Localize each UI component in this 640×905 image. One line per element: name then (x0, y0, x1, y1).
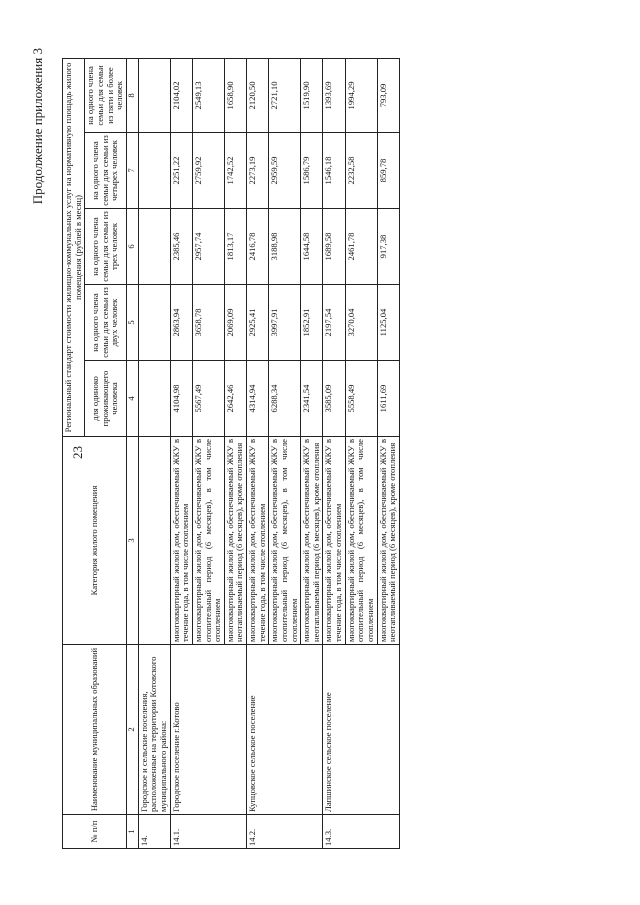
municipality-name: Купцовское сельское поселение (247, 645, 323, 815)
value-cell: 2642,46 (224, 361, 246, 437)
category-cell: многоквартирный жилой дом, обеспечиваемый ЖКУ в неотапливаемый период (6 месяцев), кроме отопления (377, 437, 399, 645)
value-cell: 2957,74 (192, 209, 224, 285)
column-number: 5 (126, 285, 138, 361)
value-cell: 859,78 (377, 133, 399, 209)
header-sub-2: на одного члена семьи для семьи из двух человек (85, 285, 127, 361)
municipality-name: Лапшинское сельское поселение (323, 645, 399, 815)
value-cell: 1586,79 (301, 133, 323, 209)
value-cell: 917,38 (377, 209, 399, 285)
header-sub-1: для одиноко проживающего человека (85, 361, 127, 437)
value-cell: 3585,09 (323, 361, 345, 437)
header-municipality: Наименование муниципальных образований (63, 645, 127, 815)
header-row-1 (63, 58, 85, 848)
header-sub-4: на одного члена семьи для семьи из четырех человек (85, 133, 127, 209)
category-cell: многоквартирный жилой дом, обеспечиваемый ЖКУ в неотапливаемый период (6 месяцев), кроме отопления (301, 437, 323, 645)
value-cell: 4314,94 (247, 361, 269, 437)
value-cell: 2416,78 (247, 209, 269, 285)
value-cell: 4104,98 (170, 361, 192, 437)
value-cell: 793,09 (377, 58, 399, 132)
value-cell: 2863,94 (170, 285, 192, 361)
column-number: 4 (126, 361, 138, 437)
continuation-title: Продолжение приложения 3 (30, 48, 45, 205)
value-cell: 1742,52 (224, 133, 246, 209)
category-cell: многоквартирный жилой дом, обеспечиваемый ЖКУ в отопительный период (6 месяцев), в том числе отоплением (345, 437, 377, 645)
value-cell: 1658,90 (224, 58, 246, 132)
value-cell: 2197,54 (323, 285, 345, 361)
entry-number: 14.1. (170, 815, 246, 849)
value-cell: 3997,91 (269, 285, 301, 361)
value-cell: 1994,29 (345, 58, 377, 132)
value-cell: 2069,09 (224, 285, 246, 361)
header-sub-5: на одного члена семьи для семьи из пяти и более человек (85, 58, 127, 132)
value-cell: 2759,92 (192, 133, 224, 209)
column-number: 8 (126, 58, 138, 132)
section-number: 14. (138, 815, 170, 849)
value-cell: 2341,54 (301, 361, 323, 437)
value-cell: 1393,69 (323, 58, 345, 132)
value-cell: 5567,49 (192, 361, 224, 437)
column-number: 1 (126, 815, 138, 849)
table-row (170, 58, 192, 848)
value-cell: 1519,90 (301, 58, 323, 132)
value-cell: 2925,41 (247, 285, 269, 361)
value-cell: 1546,18 (323, 133, 345, 209)
category-cell: многоквартирный жилой дом, обеспечиваемый ЖКУ в отопительный период (6 месяцев), в том числе отоплением (192, 437, 224, 645)
value-cell: 5558,49 (345, 361, 377, 437)
page-number: 23 (70, 446, 85, 459)
category-cell: многоквартирный жилой дом, обеспечиваемый ЖКУ в течение года, в том числе отоплением (170, 437, 192, 645)
entry-number: 14.2. (247, 815, 323, 849)
value-cell: 1689,58 (323, 209, 345, 285)
category-cell: многоквартирный жилой дом, обеспечиваемый ЖКУ в течение года, в том числе отоплением (323, 437, 345, 645)
value-cell: 2232,58 (345, 133, 377, 209)
value-cell: 1125,04 (377, 285, 399, 361)
section-row (138, 58, 170, 848)
value-cell: 2251,22 (170, 133, 192, 209)
value-cell: 3270,04 (345, 285, 377, 361)
column-numbers-row (126, 58, 138, 848)
category-cell: многоквартирный жилой дом, обеспечиваемый ЖКУ в неотапливаемый период (6 месяцев), кроме отопления (224, 437, 246, 645)
column-number: 7 (126, 133, 138, 209)
value-cell: 1611,69 (377, 361, 399, 437)
table-row (247, 58, 269, 848)
value-cell: 2120,50 (247, 58, 269, 132)
header-sub-3: на одного члена семьи для семьи из трех человек (85, 209, 127, 285)
column-number: 3 (126, 437, 138, 645)
value-cell: 2461,78 (345, 209, 377, 285)
value-cell: 1644,58 (301, 209, 323, 285)
value-cell: 2104,02 (170, 58, 192, 132)
column-number: 6 (126, 209, 138, 285)
value-cell: 1852,91 (301, 285, 323, 361)
header-no: № п/п (63, 815, 127, 849)
category-cell: многоквартирный жилой дом, обеспечиваемый ЖКУ в отопительный период (6 месяцев), в том числе отоплением (269, 437, 301, 645)
header-standard-group: Региональный стандарт стоимости жилищно-коммунальных услуг на нормативную площадь жилого помещения (рублей в месяц) (63, 58, 85, 436)
value-cell: 2959,59 (269, 133, 301, 209)
column-number: 2 (126, 645, 138, 815)
value-cell: 2273,19 (247, 133, 269, 209)
value-cell: 3188,98 (269, 209, 301, 285)
value-cell: 3658,78 (192, 285, 224, 361)
category-cell: многоквартирный жилой дом, обеспечиваемый ЖКУ в течение года, в том числе отоплением (247, 437, 269, 645)
standards-table (62, 58, 400, 849)
municipality-name: Городское поселение г.Котово (170, 645, 246, 815)
value-cell: 2721,10 (269, 58, 301, 132)
value-cell: 1813,17 (224, 209, 246, 285)
value-cell: 6288,34 (269, 361, 301, 437)
table-row (323, 58, 345, 848)
value-cell: 2385,46 (170, 209, 192, 285)
entry-number: 14.3. (323, 815, 399, 849)
header-category: Категория жилого помещения (63, 437, 127, 645)
section-name: Городское и сельские поселения, расположенные на территории Котовского муниципального района: (138, 645, 170, 815)
value-cell: 2549,13 (192, 58, 224, 132)
